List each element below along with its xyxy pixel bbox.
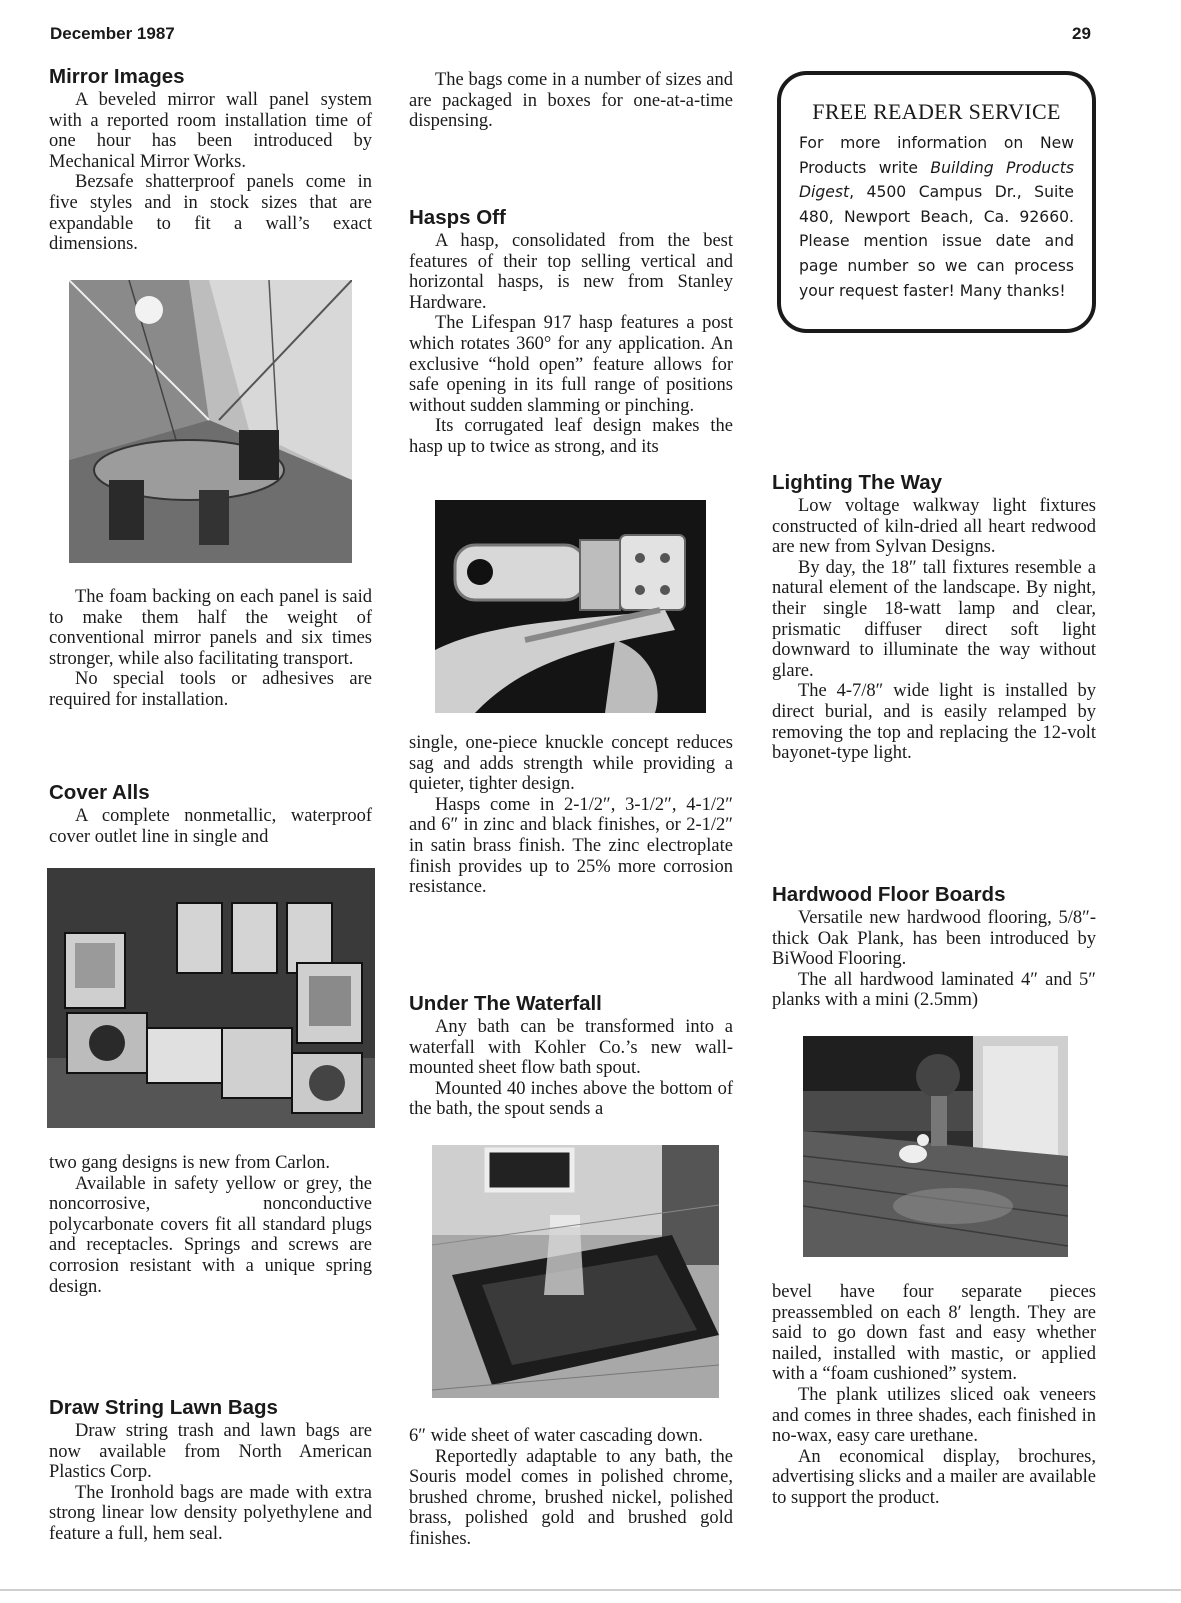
mirror-paragraph: A beveled mirror wall panel system with a reported room installation time of one hour has been introduced by Mechanical Mirror Works. xyxy=(49,90,372,172)
publication-name: Building Products Digest xyxy=(799,158,1074,202)
reader-service-line: For more information on New Products write xyxy=(799,134,1074,177)
cover-paragraph: A complete nonmetallic, waterproof cover outlet line in single and xyxy=(49,806,372,847)
lawn-bags-paragraph: Draw string trash and lawn bags are now available from North American Plastics Corp. xyxy=(49,1421,372,1483)
lawn-bags-article-continued xyxy=(409,70,733,132)
reader-service-title: FREE READER SERVICE xyxy=(812,99,1061,124)
hasps-article-continued xyxy=(409,733,733,898)
floor-paragraph: The plank utilizes sliced oak veneers and comes in three shades, each finished in no-wax, easy care urethane. xyxy=(772,1384,1096,1447)
hasps-heading: Hasps Off xyxy=(409,206,506,229)
floor-paragraph: An economical display, brochures, advertising slicks and a mailer are available to support the product. xyxy=(772,1446,1096,1508)
cover-paragraph: Available in safety yellow or grey, the noncorrosive, nonconductive polycarbonate covers fit all standard plugs and receptacles. Springs and screws are corrosion resistant with a unique spring design. xyxy=(49,1173,372,1297)
lawn-bags-paragraph: The bags come in a number of sizes and are packaged in boxes for one-at-a-time dispensing. xyxy=(409,70,733,132)
hasps-paragraph: The Lifespan 917 hasp features a post which rotates 360° for any application. An exclusive “hold open” feature allows for safe opening in its full range of positions without sudden slamming or pinching. xyxy=(409,313,733,416)
hasps-paragraph: Its corrugated leaf design makes the hasp up to twice as strong, and its xyxy=(409,416,733,457)
floor-paragraph: bevel have four separate pieces preassembled on each 8′ length. They are said to go down fast and easy whether nailed, installed with mastic, or applied with a “foam cushioned” system. xyxy=(772,1282,1096,1385)
reader-service-box xyxy=(777,71,1096,333)
waterfall-paragraph: Reportedly adaptable to any bath, the Souris model comes in polished chrome, brushed chrome, brushed nickel, polished brass, polished gold and brushed gold finishes. xyxy=(409,1446,733,1549)
floor-paragraph: Versatile new hardwood flooring, 5/8″-thick Oak Plank, has been introduced by BiWood Flooring. xyxy=(772,908,1096,970)
reader-service-line: , 4500 Campus Dr., Suite 480, Newport Beach, Ca. 92660. Please mention issue date and page number so we can process your request faster! Many thanks! xyxy=(799,183,1074,300)
lighting-heading: Lighting The Way xyxy=(772,471,943,494)
mirror-heading: Mirror Images xyxy=(49,65,185,88)
issue-date: December 1987 xyxy=(50,24,175,43)
floor-paragraph: The all hardwood laminated 4″ and 5″ planks with a mini (2.5mm) xyxy=(772,969,1096,1011)
lighting-article xyxy=(772,470,1096,764)
lawn-bags-article xyxy=(49,1395,372,1545)
floor-heading: Hardwood Floor Boards xyxy=(772,883,1006,906)
floor-article xyxy=(772,882,1096,1011)
waterfall-paragraph: Mounted 40 inches above the bottom of the bath, the spout sends a xyxy=(409,1078,733,1120)
mirror-article xyxy=(49,64,372,255)
mirror-paragraph: The foam backing on each panel is said to make them half the weight of conventional mirror panels and six times stronger, while also facilitating transport. xyxy=(49,587,372,669)
waterfall-paragraph: 6″ wide sheet of water cascading down. xyxy=(409,1426,703,1446)
outlet-covers-photo xyxy=(47,868,375,1128)
mirror-room-photo xyxy=(69,280,352,563)
waterfall-article-continued xyxy=(409,1426,733,1550)
hasps-paragraph: A hasp, consolidated from the best features of their top selling vertical and horizontal hasps, is new from Stanley Hardware. xyxy=(409,231,733,313)
waterfall-article xyxy=(409,991,733,1120)
cover-paragraph: two gang designs is new from Carlon. xyxy=(49,1153,331,1173)
mirror-article-continued xyxy=(49,587,372,711)
hasp-photo xyxy=(435,500,706,713)
lighting-paragraph: Low voltage walkway light fixtures constructed of kiln-dried all heart redwood are new from Sylvan Designs. xyxy=(772,496,1096,558)
lighting-paragraph: By day, the 18″ tall fixtures resemble a natural element of the landscape. By night, their single 18-watt lamp and clear, prismatic diffuser direct soft light downward to illuminate the way without glare. xyxy=(772,557,1096,681)
bath-spout-photo xyxy=(432,1145,719,1398)
hasps-paragraph: single, one-piece knuckle concept reduces sag and adds strength while providing a quieter, tighter design. xyxy=(409,733,733,795)
mirror-paragraph: Bezsafe shatterproof panels come in five styles and in stock sizes that are expandable to fit a wall’s exact dimensions. xyxy=(49,172,372,255)
mirror-paragraph: No special tools or adhesives are required for installation. xyxy=(49,669,372,710)
hardwood-floor-photo xyxy=(803,1036,1068,1257)
hasps-paragraph: Hasps come in 2-1/2″, 3-1/2″, 4-1/2″ and 6″ in zinc and black finishes, or 2-1/2″ in satin brass finish. The zinc electroplate finish provides up to 25% more corrosion resistance. xyxy=(409,794,733,898)
cover-article xyxy=(49,780,372,847)
floor-article-continued xyxy=(772,1282,1096,1509)
page-bottom-rule xyxy=(0,1589,1181,1591)
page-number: 29 xyxy=(1072,24,1091,43)
cover-heading: Cover Alls xyxy=(49,781,150,804)
waterfall-paragraph: Any bath can be transformed into a waterfall with Kohler Co.’s new wall-mounted sheet flow bath spout. xyxy=(409,1017,733,1079)
lawn-bags-heading: Draw String Lawn Bags xyxy=(49,1396,278,1419)
reader-service-text xyxy=(781,125,1092,303)
hasps-article xyxy=(409,205,733,458)
lighting-paragraph: The 4-7/8″ wide light is installed by direct burial, and is easily relamped by removing the top and replacing the 12-volt bayonet-type light. xyxy=(772,681,1096,764)
waterfall-heading: Under The Waterfall xyxy=(409,992,602,1015)
cover-article-continued xyxy=(49,1153,372,1297)
lawn-bags-paragraph: The Ironhold bags are made with extra strong linear low density polyethylene and feature a full, hem seal. xyxy=(49,1482,372,1544)
